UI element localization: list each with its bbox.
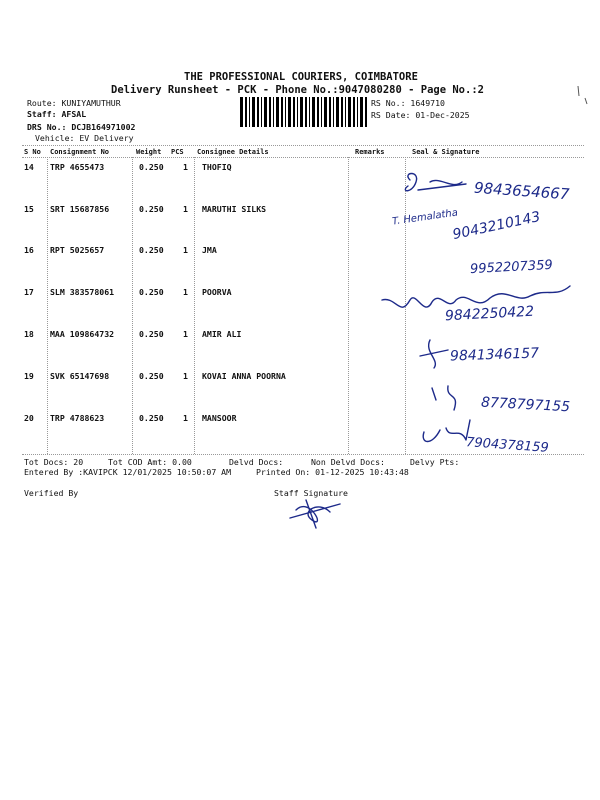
barcode-bar xyxy=(321,97,322,127)
runsheet-title: Delivery Runsheet - PCK - Phone No.:9047080280 - Page No.:2 xyxy=(111,84,484,96)
row-pcs: 1 xyxy=(183,329,188,339)
barcode-bar xyxy=(288,97,291,127)
rs-date: RS Date: 01-Dec-2025 xyxy=(371,110,470,120)
barcode-bar xyxy=(276,97,279,127)
barcode-bar xyxy=(297,97,298,127)
row-sno: 15 xyxy=(24,204,34,214)
delivered-docs: Delvd Docs: xyxy=(229,457,284,467)
row-pcs: 1 xyxy=(183,245,188,255)
row-pcs: 1 xyxy=(183,371,188,381)
row-pcs: 1 xyxy=(183,204,188,214)
table-top-rule xyxy=(22,145,584,146)
barcode-bar xyxy=(300,97,303,127)
row-consignment: SLM 383578061 xyxy=(50,287,115,297)
barcode-bar xyxy=(324,97,327,127)
col-consignee: Consignee Details xyxy=(197,148,269,156)
col-seal: Seal & Signature xyxy=(412,148,480,156)
handwritten-phone: 9843654667 xyxy=(473,178,570,204)
col-weight: Weight xyxy=(136,148,162,156)
total-docs: Tot Docs: 20 xyxy=(24,457,84,467)
row-sno: 19 xyxy=(24,371,34,381)
barcode-bar xyxy=(357,97,358,127)
row-weight: 0.250 xyxy=(139,204,164,214)
row-weight: 0.250 xyxy=(139,371,164,381)
row-consignment: SVK 65147698 xyxy=(50,371,110,381)
barcode xyxy=(240,97,368,127)
row-pcs: 1 xyxy=(183,162,188,172)
row-consignee: AMIR ALI xyxy=(202,329,242,339)
barcode-bar xyxy=(269,97,271,127)
row-sno: 20 xyxy=(24,413,34,423)
row-weight: 0.250 xyxy=(139,162,164,172)
row-consignment: TRP 4788623 xyxy=(50,413,105,423)
company-title: THE PROFESSIONAL COURIERS, COIMBATORE xyxy=(184,71,418,83)
drs-number: DRS No.: DCJB164971002 xyxy=(27,122,136,132)
route-label: Route: KUNIYAMUTHUR xyxy=(27,98,121,108)
col-remarks: Remarks xyxy=(355,148,385,156)
handwritten-phone: 9841346157 xyxy=(449,345,540,365)
handwritten-phone: 9952207359 xyxy=(469,257,554,278)
vehicle-label: Vehicle: EV Delivery xyxy=(35,133,134,143)
barcode-bar xyxy=(281,97,283,127)
table-header-rule xyxy=(22,157,584,158)
total-cod: Tot COD Amt: 0.00 xyxy=(108,457,192,467)
handwritten-phone: 8778797155 xyxy=(480,394,571,416)
col-pcs: PCS xyxy=(171,148,184,156)
handwritten-phone: 9043210143 xyxy=(451,208,542,244)
row-consignee: THOFIQ xyxy=(202,162,232,172)
barcode-bar xyxy=(273,97,274,127)
col-sno: S No xyxy=(24,148,41,156)
barcode-bar xyxy=(341,97,343,127)
row-pcs: 1 xyxy=(183,287,188,297)
row-consignee: POORVA xyxy=(202,287,232,297)
staff-label: Staff: AFSAL xyxy=(27,109,87,119)
row-weight: 0.250 xyxy=(139,413,164,423)
barcode-bar xyxy=(293,97,295,127)
row-pcs: 1 xyxy=(183,413,188,423)
barcode-bar xyxy=(245,97,247,127)
non-delivered-docs: Non Delvd Docs: xyxy=(311,457,385,467)
barcode-bar xyxy=(360,97,363,127)
barcode-bar xyxy=(365,97,367,127)
barcode-bar xyxy=(257,97,259,127)
barcode-bar xyxy=(353,97,355,127)
barcode-bar xyxy=(252,97,255,127)
row-consignee: MARUTHI SILKS xyxy=(202,204,267,214)
rs-number: RS No.: 1649710 xyxy=(371,98,445,108)
row-consignee: JMA xyxy=(202,245,217,255)
barcode-bar xyxy=(305,97,307,127)
barcode-bar xyxy=(317,97,319,127)
row-weight: 0.250 xyxy=(139,329,164,339)
row-sno: 17 xyxy=(24,287,34,297)
barcode-bar xyxy=(249,97,250,127)
handwritten-phone: 9842250422 xyxy=(444,303,535,325)
barcode-bar xyxy=(348,97,351,127)
barcode-bar xyxy=(261,97,262,127)
barcode-bar xyxy=(309,97,310,127)
row-sno: 18 xyxy=(24,329,34,339)
row-weight: 0.250 xyxy=(139,287,164,297)
row-weight: 0.250 xyxy=(139,245,164,255)
barcode-bar xyxy=(345,97,346,127)
barcode-bar xyxy=(329,97,331,127)
barcode-bar xyxy=(312,97,315,127)
row-consignee: KOVAI ANNA POORNA xyxy=(202,371,286,381)
row-sno: 16 xyxy=(24,245,34,255)
barcode-bar xyxy=(333,97,334,127)
row-consignment: TRP 4655473 xyxy=(50,162,105,172)
table-bottom-rule xyxy=(22,454,584,455)
row-consignment: MAA 109864732 xyxy=(50,329,115,339)
col-consignment: Consignment No xyxy=(50,148,110,156)
row-consignment: SRT 15687856 xyxy=(50,204,110,214)
barcode-bar xyxy=(285,97,286,127)
row-sno: 14 xyxy=(24,162,34,172)
row-consignee: MANSOOR xyxy=(202,413,237,423)
handwritten-phone: 7904378159 xyxy=(465,435,550,456)
staff-signature-label: Staff Signature xyxy=(274,488,348,498)
verified-by: Verified By xyxy=(24,488,79,498)
barcode-bar xyxy=(336,97,339,127)
scan-mark xyxy=(576,82,590,106)
row-consignment: RPT 5025657 xyxy=(50,245,105,255)
handwritten-name: T. Hemalatha xyxy=(391,207,459,228)
delivery-points: Delvy Pts: xyxy=(410,457,460,467)
barcode-bar xyxy=(264,97,267,127)
barcode-bar xyxy=(240,97,243,127)
printed-on: Printed On: 01-12-2025 10:43:48 xyxy=(256,467,409,477)
entered-by: Entered By :KAVIPCK 12/01/2025 10:50:07 AM xyxy=(24,467,232,477)
